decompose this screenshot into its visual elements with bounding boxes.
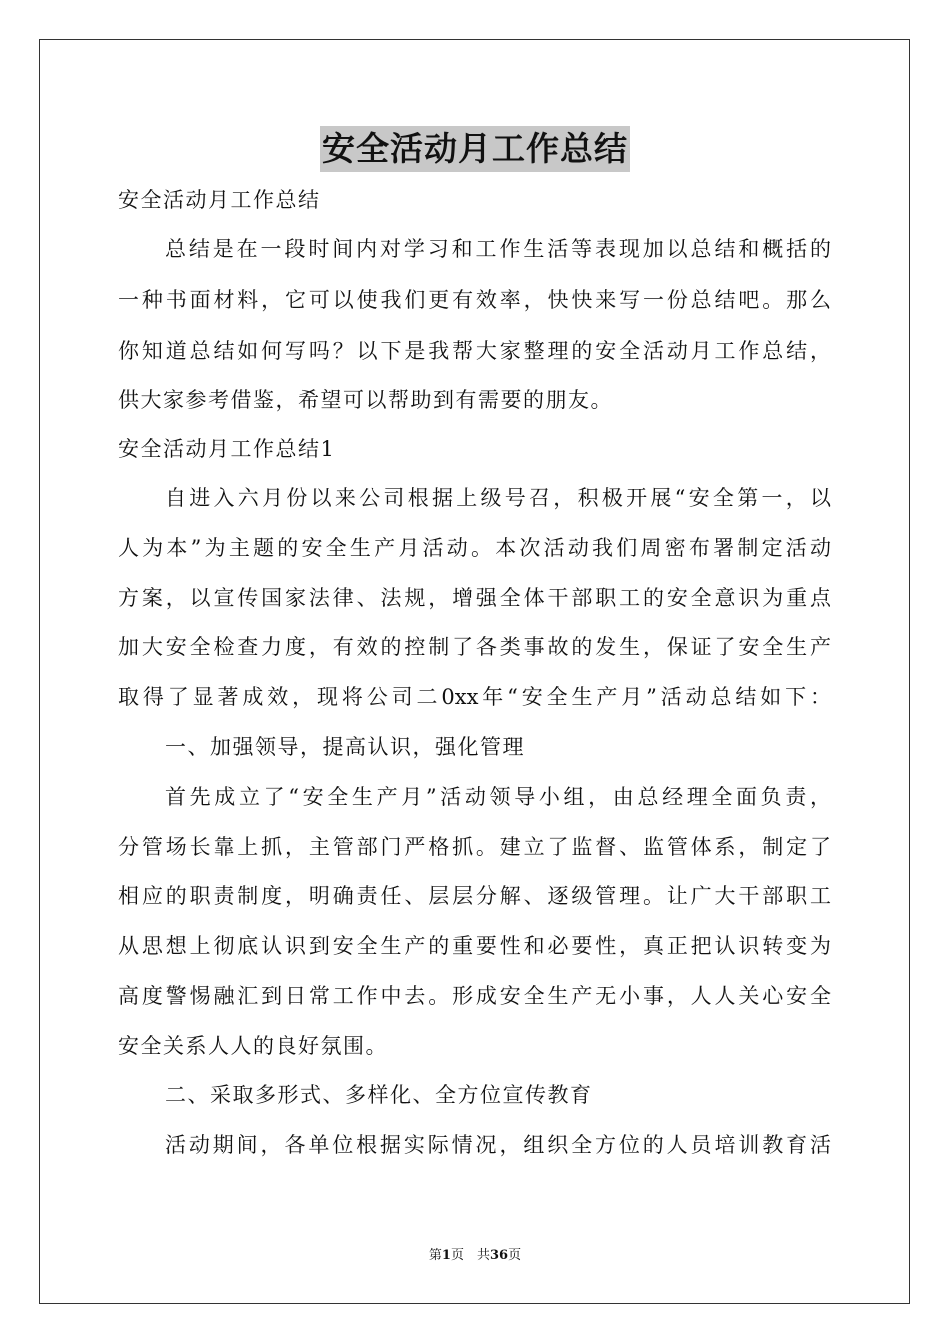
intro-line-1: 总结是在一段时间内对学习和工作生活等表现加以总结和概括的	[165, 237, 831, 261]
para2-line-5: 高度警惕融汇到日常工作中去。形成安全生产无小事，人人关心安全	[118, 984, 831, 1008]
intro-line-3: 你知道总结如何写吗？以下是我帮大家整理的安全活动月工作总结，	[118, 339, 831, 363]
para2-line-3: 相应的职责制度，明确责任、层层分解、逐级管理。让广大干部职工	[118, 884, 831, 908]
footer-total-pages: 36	[489, 1248, 509, 1263]
subheading-b: 二、采取多形式、多样化、全方位宣传教育	[165, 1083, 593, 1107]
footer-suffix: 页	[508, 1248, 522, 1263]
footer-page-number: 1	[441, 1248, 451, 1263]
page-border	[39, 39, 910, 1304]
para2-line-1: 首先成立了“安全生产月”活动领导小组，由总经理全面负责，	[165, 785, 831, 809]
para3-line-1: 活动期间，各单位根据实际情况，组织全方位的人员培训教育活	[165, 1133, 831, 1157]
intro-line-4: 供大家参考借鉴，希望可以帮助到有需要的朋友。	[118, 388, 613, 412]
para1-line-1: 自进入六月份以来公司根据上级号召，积极开展“安全第一，以	[165, 486, 831, 510]
title-container	[0, 126, 950, 172]
para2-line-6: 安全关系人人的良好氛围。	[118, 1034, 388, 1058]
subheading-a: 一、加强领导，提高认识，强化管理	[165, 735, 525, 759]
para2-line-2: 分管场长靠上抓，主管部门严格抓。建立了监督、监管体系，制定了	[118, 835, 831, 859]
para1-line-2: 人为本”为主题的安全生产月活动。本次活动我们周密布署制定活动	[118, 536, 831, 560]
document-title: 安全活动月工作总结	[320, 126, 630, 172]
para1-line-3: 方案，以宣传国家法律、法规，增强全体干部职工的安全意识为重点	[118, 586, 831, 610]
page-footer	[0, 1247, 950, 1265]
footer-prefix: 第	[428, 1248, 442, 1263]
para1-line-4: 加大安全检查力度，有效的控制了各类事故的发生，保证了安全生产	[118, 635, 831, 659]
intro-line-2: 一种书面材料，它可以使我们更有效率，快快来写一份总结吧。那么	[118, 288, 831, 312]
document-subtitle: 安全活动月工作总结	[118, 188, 321, 212]
section-heading-1: 安全活动月工作总结1	[118, 437, 336, 461]
para2-line-4: 从思想上彻底认识到安全生产的重要性和必要性，真正把认识转变为	[118, 934, 831, 958]
footer-mid: 页 共	[450, 1248, 490, 1263]
para1-line-5: 取得了显著成效，现将公司二0xx年“安全生产月”活动总结如下：	[118, 685, 831, 709]
